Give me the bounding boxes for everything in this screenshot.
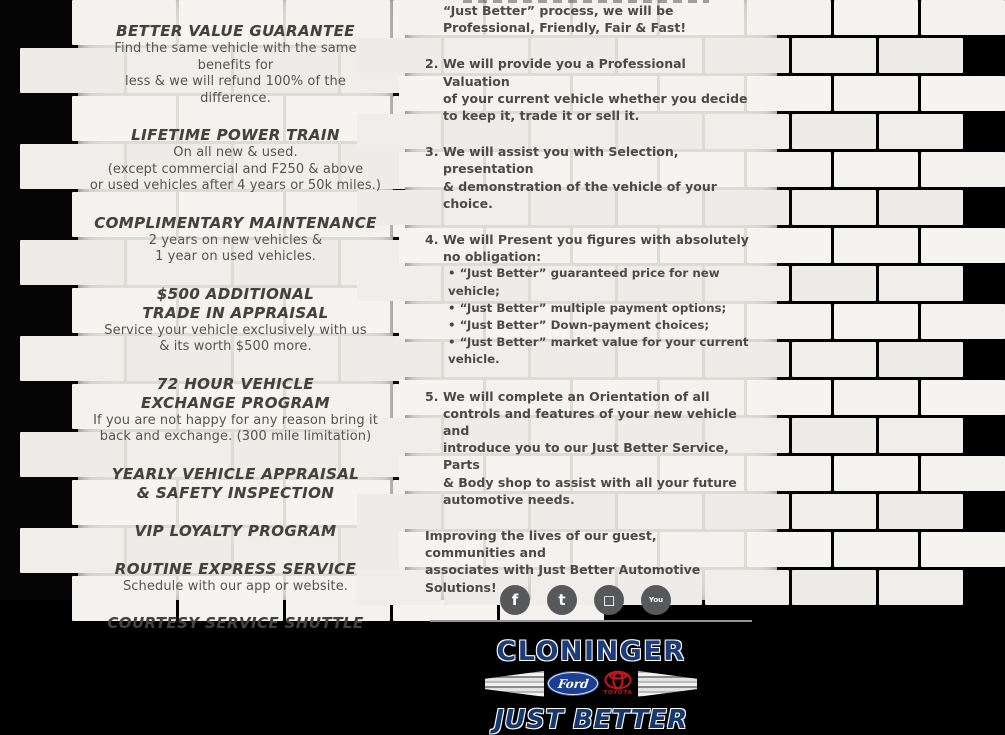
brick	[834, 456, 918, 491]
guarantee-heading-line: 72 HOUR VEHICLE	[156, 374, 315, 393]
brand-logos	[544, 671, 637, 696]
item-bullet-line: • “Just Better” multiple payment options;	[448, 300, 727, 315]
item-number: 4.	[425, 232, 439, 248]
guarantee-heading-line: COURTESY SERVICE SHUTTLE	[107, 614, 364, 632]
process-item	[425, 55, 751, 124]
brick	[879, 38, 963, 73]
item-text-line: introduce you to our Just Better Service, Parts	[443, 440, 729, 473]
brick	[879, 190, 963, 225]
item-text-line: We will Present you figures with absolutely	[443, 232, 749, 248]
item-number: 3.	[425, 144, 439, 160]
closing-line: associates with Just Better Automotive Solutions!	[425, 562, 701, 595]
brick	[921, 456, 1005, 491]
brick	[879, 570, 963, 605]
process-item	[425, 143, 751, 212]
item-text-line: of your current vehicle whether you decide	[443, 90, 748, 106]
brick	[792, 190, 876, 225]
brick	[792, 342, 876, 377]
guarantee-heading-line: ROUTINE EXPRESS SERVICE	[114, 559, 357, 578]
brick	[834, 152, 918, 187]
process-item	[425, 2, 751, 36]
brick	[792, 570, 876, 605]
guarantee-body-line: less & we will refund 100% of the difference.	[124, 74, 346, 106]
item-text-line: We will assist you with Selection, presentation	[443, 144, 679, 177]
brick	[834, 380, 918, 415]
ford-wordmark: Ford	[557, 676, 590, 691]
toyota-wordmark: TOYOTA	[603, 690, 633, 697]
guarantee-heading-line: COMPLIMENTARY MAINTENANCE	[94, 213, 377, 232]
guarantee-body-line: & its worth $500 more.	[159, 339, 312, 354]
guarantee-heading-line: TRADE IN APPRAISAL	[142, 303, 329, 322]
brick	[921, 380, 1005, 415]
guarantee-body-line: or used vehicles after 4 years or 50k miles.)	[89, 178, 382, 193]
brick	[834, 76, 918, 111]
brick	[792, 114, 876, 149]
brick	[834, 228, 918, 263]
closing-line: Improving the lives of our guest, communities and	[425, 528, 657, 561]
item-text-line: We will provide you a Professional Valuation	[443, 56, 686, 89]
guarantee-section	[88, 522, 383, 541]
guarantee-section	[88, 214, 383, 266]
instagram-glyph: ◻	[602, 591, 616, 609]
brick	[792, 38, 876, 73]
just-better-process	[405, 0, 777, 735]
guarantee-section	[88, 614, 383, 633]
guarantee-heading-line: BETTER VALUE GUARANTEE	[116, 22, 355, 40]
item-text-line: & demonstration of the vehicle of your choice.	[443, 178, 717, 211]
brick	[879, 114, 963, 149]
twitter-glyph: t	[558, 591, 566, 609]
guarantee-body-line: On all new & used.	[173, 145, 298, 160]
guarantee-list	[78, 0, 393, 632]
twitter-icon	[547, 585, 577, 615]
divider-line	[430, 620, 752, 622]
dealer-logo	[485, 635, 697, 735]
item-bullet-line: • “Just Better” Down-payment choices;	[448, 318, 710, 333]
left-flyer-panel	[78, 0, 393, 632]
item-number: 5.	[425, 388, 439, 404]
process-item	[425, 388, 751, 508]
guarantee-heading-line: & SAFETY INSPECTION	[136, 483, 335, 502]
toyota-emblem-icon	[604, 671, 632, 689]
brick	[879, 266, 963, 301]
brick	[921, 304, 1005, 339]
guarantee-body-line: Find the same vehicle with the same benefits for	[114, 41, 357, 73]
brick	[834, 532, 918, 567]
item-text-line: “Just Better” process, we will be	[443, 3, 674, 18]
instagram-icon	[594, 585, 624, 615]
ford-logo-icon	[549, 673, 597, 694]
brick	[879, 342, 963, 377]
guarantee-heading-line: VIP LOYALTY PROGRAM	[134, 521, 337, 540]
guarantee-body-line: Schedule with our app or website.	[122, 578, 349, 594]
guarantee-heading-line: YEARLY VEHICLE APPRAISAL	[111, 464, 360, 483]
guarantee-body-line: (except commercial and F250 & above	[107, 161, 364, 177]
process-item	[425, 231, 751, 369]
brick	[792, 494, 876, 529]
chrome-stripes-right	[638, 671, 697, 697]
brick	[921, 76, 1005, 111]
guarantee-heading-line: LIFETIME POWER TRAIN	[131, 126, 340, 144]
guarantee-heading-line: EXCHANGE PROGRAM	[141, 393, 330, 412]
toyota-logo-icon	[603, 671, 632, 696]
chrome-stripes-row	[485, 667, 697, 701]
brick	[792, 266, 876, 301]
guarantee-heading-line: $500 ADDITIONAL	[156, 284, 315, 303]
brick	[879, 494, 963, 529]
item-text-line: no obligation:	[443, 249, 542, 265]
item-text-line: We will complete an Orientation of all	[443, 388, 710, 404]
brick	[834, 304, 918, 339]
guarantee-body-line: Service your vehicle exclusively with us	[104, 322, 367, 338]
brick	[879, 418, 963, 453]
item-bullet-line: • “Just Better” market value for your current vehicle.	[448, 335, 749, 367]
guarantee-body-line: 1 year on used vehicles.	[155, 249, 316, 264]
brick	[921, 0, 1005, 35]
youtube-icon	[641, 585, 671, 615]
item-number: 2.	[425, 56, 439, 72]
right-flyer-panel	[405, 0, 777, 735]
guarantee-section	[88, 560, 383, 596]
social-icons-row	[500, 585, 671, 615]
guarantee-body-line: 2 years on new vehicles &	[148, 232, 323, 248]
guarantee-body-line: back and exchange. (300 mile limitation)	[99, 429, 372, 444]
brick	[792, 418, 876, 453]
process-items	[405, 0, 777, 508]
item-text-line: controls and features of your new vehicle and	[443, 405, 737, 439]
item-text-line: & Body shop to assist with all your future	[443, 474, 737, 490]
youtube-glyph: You	[648, 596, 664, 604]
item-bullet-line: • “Just Better” guaranteed price for new vehicle;	[448, 266, 720, 298]
facebook-glyph: f	[511, 591, 519, 609]
dealer-name: CLONINGER	[496, 635, 686, 667]
chrome-stripes-left	[485, 671, 544, 697]
just-better-tagline: JUST BETTER	[494, 704, 688, 735]
item-text-line: automotive needs.	[443, 491, 575, 507]
brick	[921, 532, 1005, 567]
guarantee-section	[88, 126, 383, 195]
brick	[921, 228, 1005, 263]
brick	[834, 0, 918, 35]
guarantee-section	[88, 22, 383, 107]
guarantee-section	[88, 465, 383, 503]
brick	[921, 152, 1005, 187]
guarantee-body-line: If you are not happy for any reason bring it	[93, 412, 378, 428]
facebook-icon	[500, 585, 530, 615]
item-text-line: to keep it, trade it or sell it.	[443, 108, 640, 124]
item-text-line: Professional, Friendly, Fair & Fast!	[443, 20, 687, 36]
guarantee-section	[88, 285, 383, 356]
guarantee-section	[88, 375, 383, 446]
